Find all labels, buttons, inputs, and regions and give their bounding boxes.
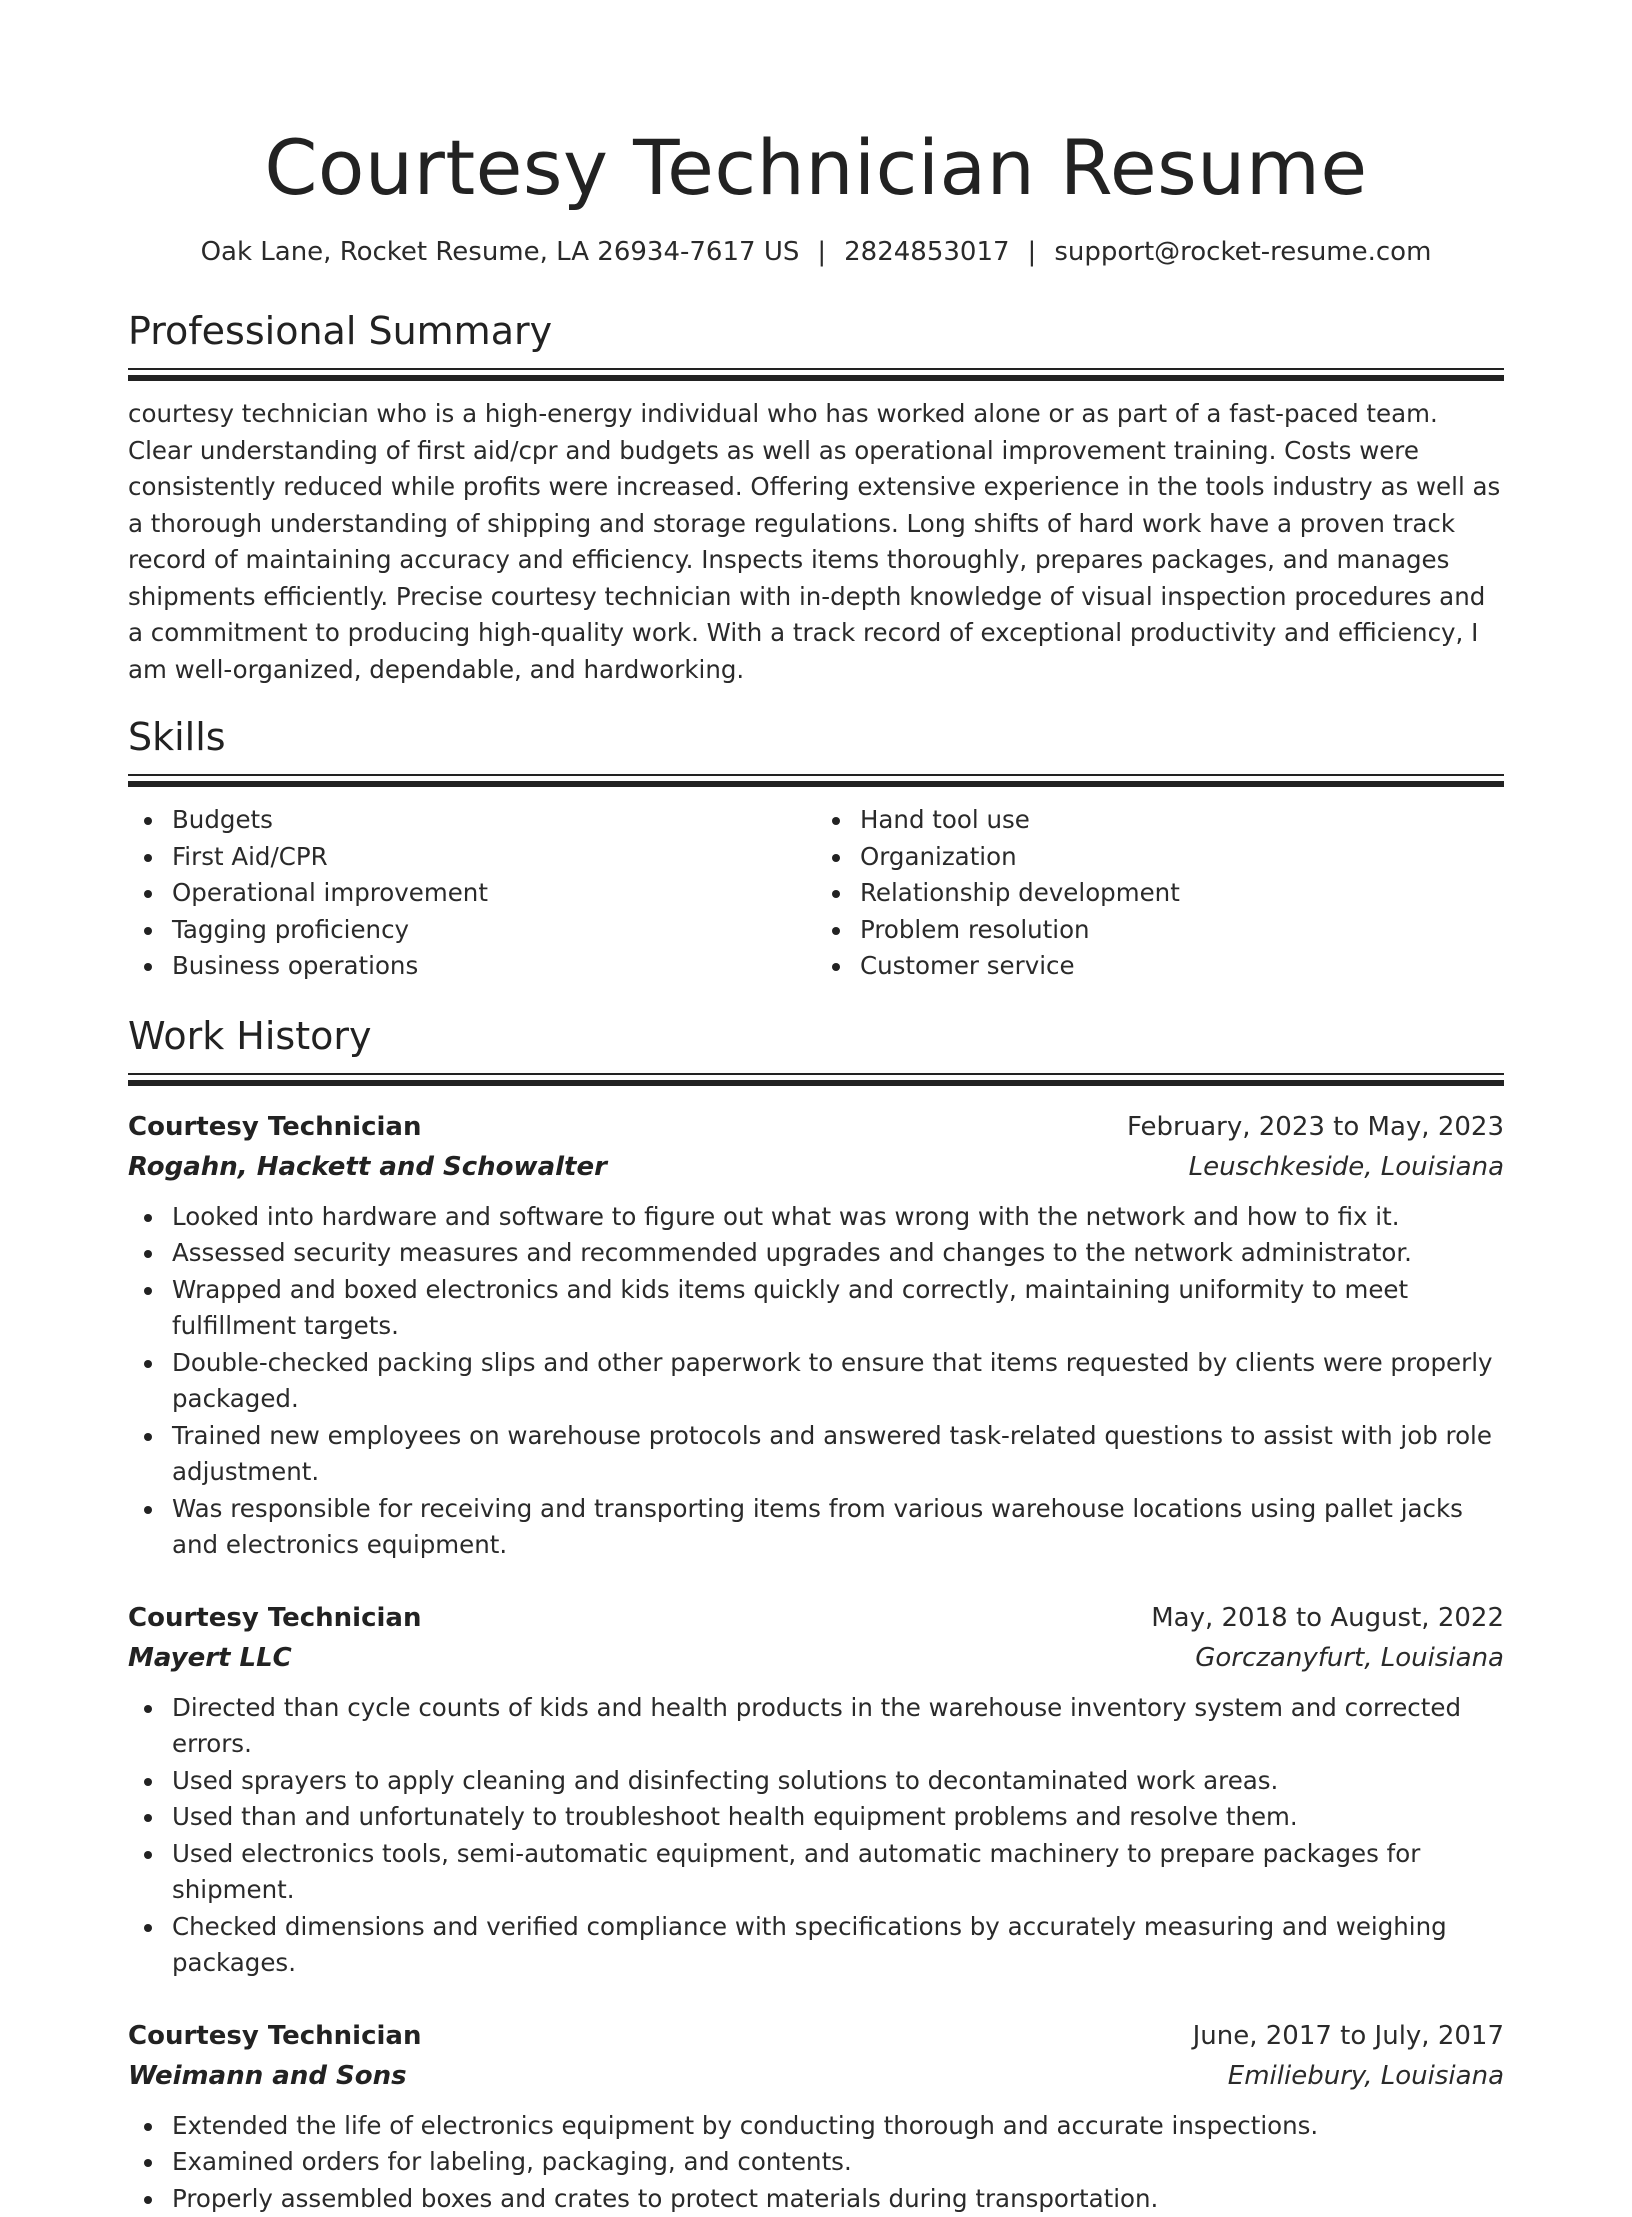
skill-item: Hand tool use — [860, 802, 1504, 839]
job-company: Rogahn, Hackett and Schowalter — [128, 1147, 607, 1187]
skill-item: Budgets — [172, 802, 816, 839]
skills-column-right — [816, 802, 1504, 985]
contact-phone: 2824853017 — [844, 237, 1009, 267]
skill-item: Relationship development — [860, 875, 1504, 912]
skills-column-left — [128, 802, 816, 985]
job-location: Gorczanyfurt, Louisiana — [1195, 1638, 1504, 1678]
job-entry — [128, 1107, 1504, 1564]
job-title: Courtesy Technician — [128, 1598, 421, 1638]
skills-section — [128, 712, 1504, 985]
job-header-row — [128, 1107, 1504, 1147]
skills-grid — [128, 802, 1504, 985]
skill-item: First Aid/CPR — [172, 839, 816, 876]
job-dates: May, 2018 to August, 2022 — [1151, 1598, 1504, 1638]
skill-item: Organization — [860, 839, 1504, 876]
job-entry — [128, 2016, 1504, 2217]
job-entry — [128, 1598, 1504, 1982]
job-header-row — [128, 2016, 1504, 2056]
job-bullet: Properly assembled boxes and crates to protect materials during transportation. — [172, 2181, 1504, 2217]
section-heading: Work History — [128, 1011, 1504, 1061]
section-divider — [128, 368, 1504, 382]
job-location: Emiliebury, Louisiana — [1228, 2056, 1504, 2096]
job-company: Weimann and Sons — [128, 2056, 407, 2096]
contact-address: Oak Lane, Rocket Resume, LA 26934-7617 US — [201, 237, 800, 267]
job-title: Courtesy Technician — [128, 1107, 421, 1147]
job-bullet: Used than and unfortunately to troubleshoot health equipment problems and resolve them. — [172, 1799, 1504, 1836]
skill-item: Problem resolution — [860, 912, 1504, 949]
job-title: Courtesy Technician — [128, 2016, 421, 2056]
skills-list-left — [128, 802, 816, 985]
job-company-row — [128, 1638, 1504, 1678]
skills-list-right — [816, 802, 1504, 985]
skill-item: Business operations — [172, 948, 816, 985]
job-bullet: Checked dimensions and verified compliance with specifications by accurately measuring and weighing packages. — [172, 1909, 1504, 1982]
summary-text: courtesy technician who is a high-energy individual who has worked alone or as part of a fast-paced team. Clear understanding of first aid/cpr and budgets as well as operational improvement training. Costs were consistently reduced while profits were increased. Offering extensive experience in the tools industry as well as a thorough understanding of shipping and storage regulations. Long shifts of hard work have a proven track record of maintaining accuracy and efficiency. Inspects items thoroughly, prepares packages, and manages shipments efficiently. Precise courtesy technician with in-depth knowledge of visual inspection procedures and a commitment to producing high-quality work. With a track record of exceptional productivity and efficiency, I am well-organized, dependable, and hardworking. — [128, 396, 1504, 688]
job-dates: February, 2023 to May, 2023 — [1127, 1107, 1504, 1147]
job-bullet: Extended the life of electronics equipment by conducting thorough and accurate inspections. — [172, 2108, 1504, 2145]
job-bullet: Directed than cycle counts of kids and health products in the warehouse inventory system and corrected errors. — [172, 1690, 1504, 1763]
job-company-row — [128, 2056, 1504, 2096]
skill-item: Customer service — [860, 948, 1504, 985]
work-history-section — [128, 1011, 1504, 2217]
contact-email: support@rocket-resume.com — [1054, 237, 1431, 267]
contact-separator: | — [1010, 237, 1055, 267]
job-location: Leuschkeside, Louisiana — [1189, 1147, 1504, 1187]
job-header-row — [128, 1598, 1504, 1638]
job-bullet: Wrapped and boxed electronics and kids items quickly and correctly, maintaining uniformity to meet fulfillment targets. — [172, 1272, 1504, 1345]
professional-summary-section — [128, 306, 1504, 688]
job-bullet-list — [128, 1199, 1504, 1564]
section-divider — [128, 1073, 1504, 1087]
skill-item: Operational improvement — [172, 875, 816, 912]
section-divider — [128, 774, 1504, 788]
contact-line — [128, 232, 1504, 272]
job-bullet: Used electronics tools, semi-automatic equipment, and automatic machinery to prepare packages for shipment. — [172, 1836, 1504, 1909]
section-heading: Professional Summary — [128, 306, 1504, 356]
job-bullet-list — [128, 2108, 1504, 2217]
job-bullet: Was responsible for receiving and transporting items from various warehouse locations using pallet jacks and electronics equipment. — [172, 1491, 1504, 1564]
job-bullet: Looked into hardware and software to figure out what was wrong with the network and how to fix it. — [172, 1199, 1504, 1236]
job-bullet: Examined orders for labeling, packaging, and contents. — [172, 2144, 1504, 2181]
section-heading: Skills — [128, 712, 1504, 762]
job-company: Mayert LLC — [128, 1638, 292, 1678]
skill-item: Tagging proficiency — [172, 912, 816, 949]
job-bullet: Double-checked packing slips and other paperwork to ensure that items requested by clients were properly packaged. — [172, 1345, 1504, 1418]
job-bullet: Assessed security measures and recommended upgrades and changes to the network administrator. — [172, 1235, 1504, 1272]
job-bullet-list — [128, 1690, 1504, 1982]
contact-separator: | — [799, 237, 844, 267]
job-dates: June, 2017 to July, 2017 — [1193, 2016, 1504, 2056]
job-company-row — [128, 1147, 1504, 1187]
page-title: Courtesy Technician Resume — [128, 120, 1504, 216]
job-bullet: Trained new employees on warehouse protocols and answered task-related questions to assist with job role adjustment. — [172, 1418, 1504, 1491]
job-bullet: Used sprayers to apply cleaning and disinfecting solutions to decontaminated work areas. — [172, 1763, 1504, 1800]
